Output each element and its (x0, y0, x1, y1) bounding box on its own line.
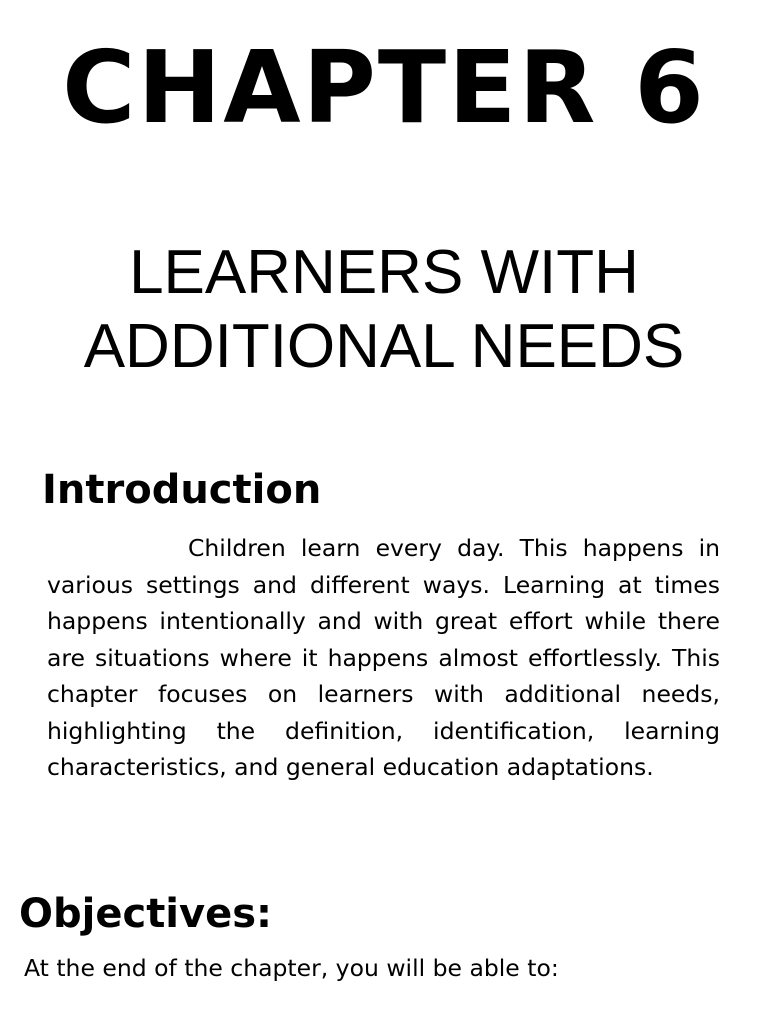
chapter-subtitle (0, 236, 768, 384)
objectives-heading: Objectives: (19, 891, 273, 937)
chapter-title: CHAPTER 6 (62, 29, 706, 146)
introduction-paragraph: Children learn every day. This happens in various settings and different ways. Learning at times happens intentionally and with great effort while there are situations where it happens almost effortlessly. This chapter focuses on learners with additional needs, highlighting the definition, identification, learning characteristics, and general education adaptations. (47, 534, 720, 781)
chapter-subtitle-line-1: LEARNERS WITH (129, 238, 639, 307)
objectives-lead-text: At the end of the chapter, you will be able to: (24, 954, 559, 982)
introduction-heading: Introduction (42, 467, 322, 513)
chapter-subtitle-line-2: ADDITIONAL NEEDS (83, 312, 685, 381)
